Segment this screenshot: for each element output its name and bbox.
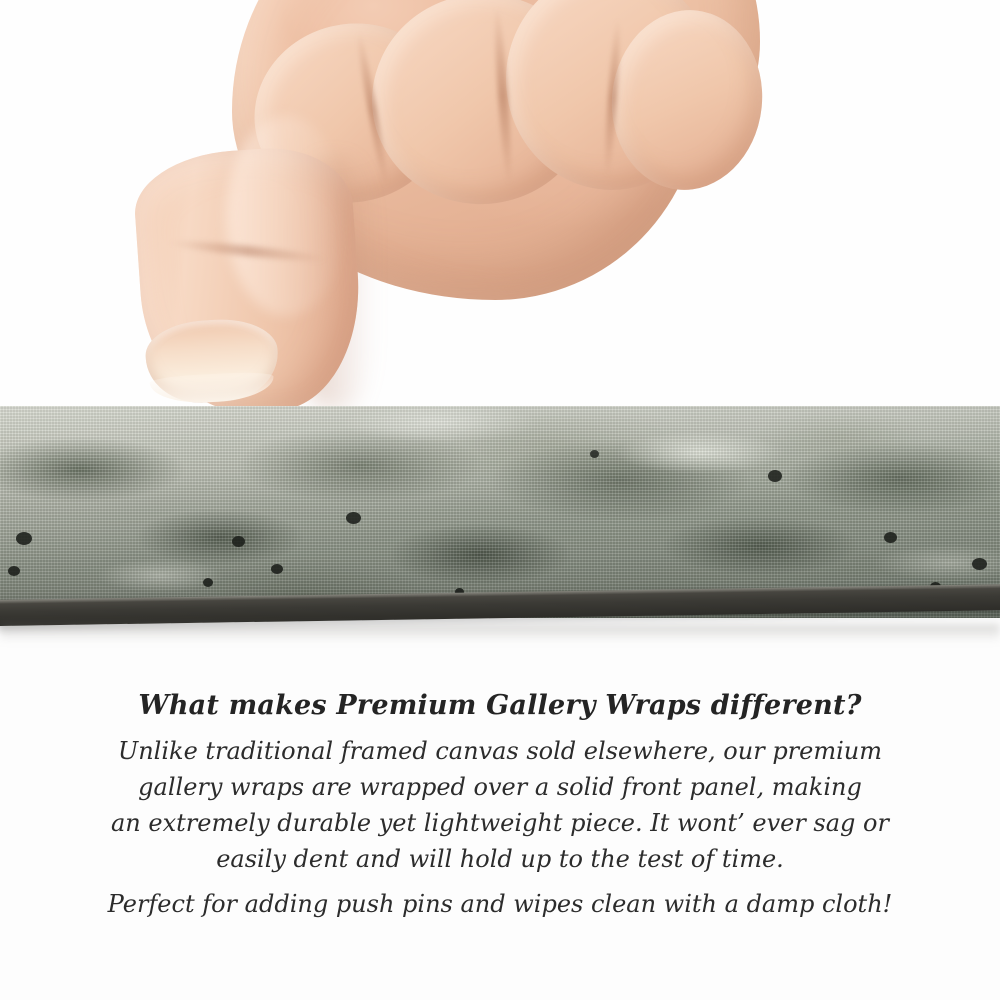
caption-line-1: Unlike traditional framed canvas sold elsewhere, our premium [117,737,882,765]
hand-photo-region [0,0,1000,410]
caption-line-2: gallery wraps are wrapped over a solid front panel, making [138,773,862,801]
caption-title: What makes Premium Gallery Wraps different? [138,690,862,721]
caption-line-3: an extremely durable yet lightweight piece. It wont’ ever sag or [111,809,889,837]
canvas-drop-shadow [0,624,1000,642]
finger-highlight [226,116,346,316]
caption-line-4: easily dent and will hold up to the test of time. [216,845,784,873]
caption-line-5: Perfect for adding push pins and wipes clean with a damp cloth! [107,890,893,918]
caption-block [0,690,1000,922]
